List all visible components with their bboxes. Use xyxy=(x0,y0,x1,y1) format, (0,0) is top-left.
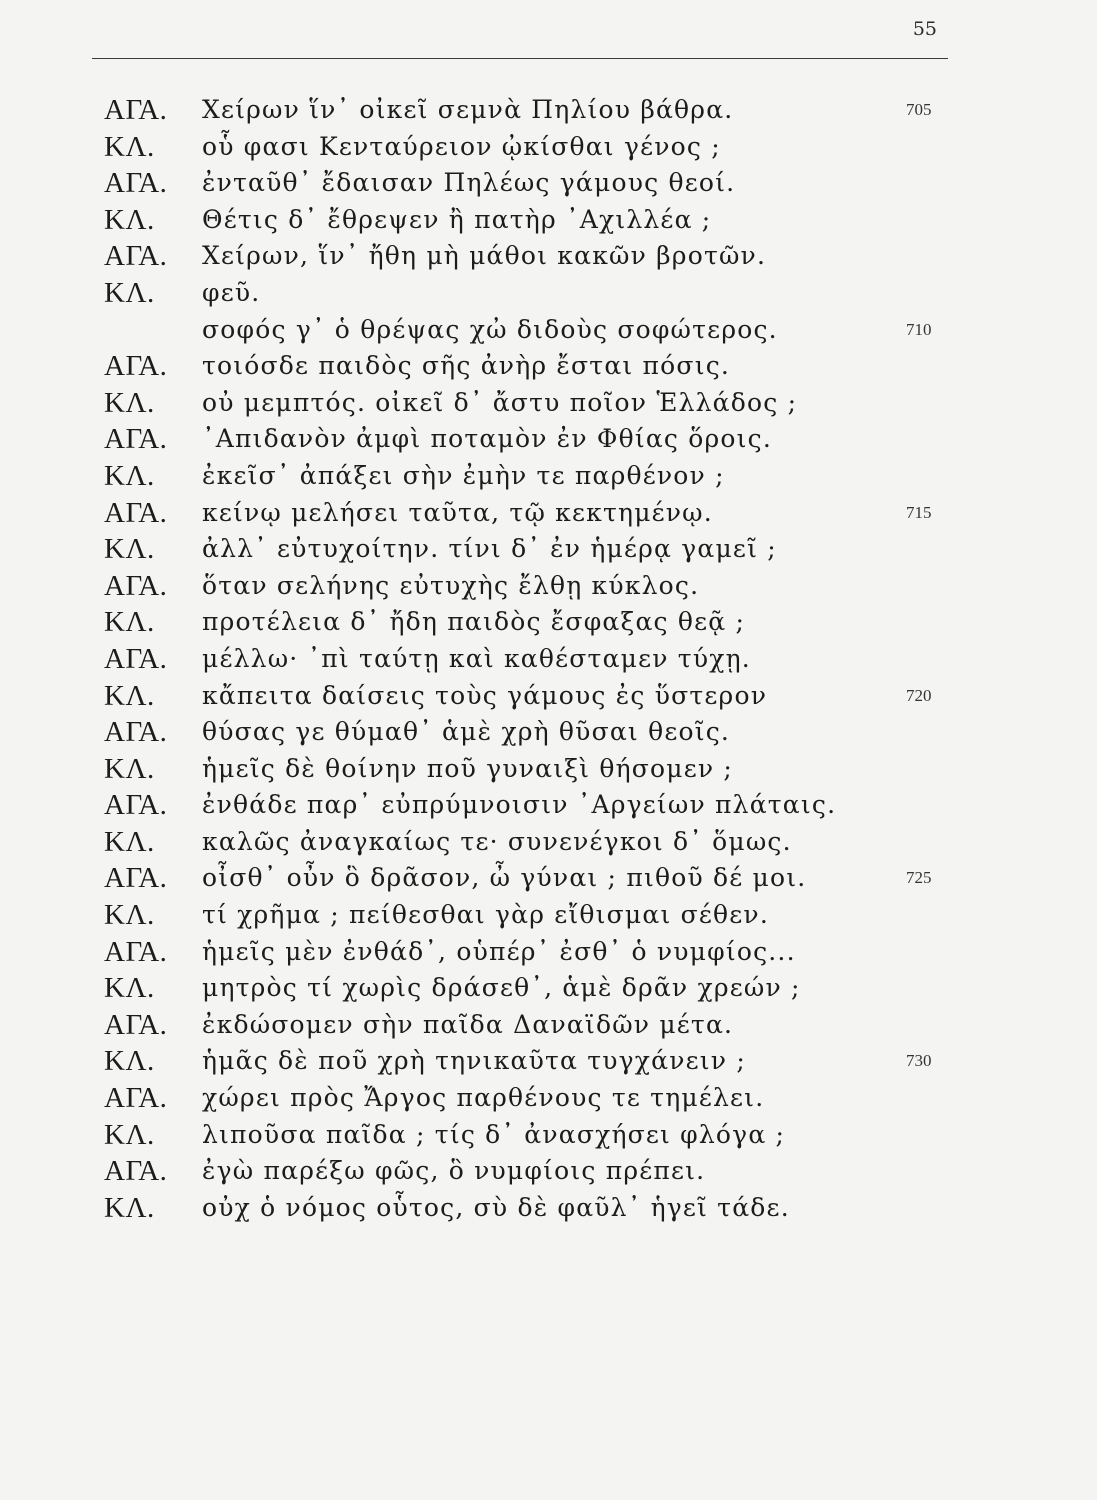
speaker-label: ΑΓΑ. xyxy=(104,1008,168,1041)
speaker-label: ΚΛ. xyxy=(104,1118,155,1151)
line-number: 710 xyxy=(906,319,932,339)
verse-line xyxy=(0,421,1097,458)
verse-line xyxy=(0,860,1097,897)
verse-text: σοφός γ᾽ ὁ θρέψας χὠ διδοὺς σοφώτερος. xyxy=(202,314,778,344)
verse-line xyxy=(0,568,1097,605)
verse-line xyxy=(0,824,1097,861)
verse-line xyxy=(0,1043,1097,1080)
speaker-label: ΚΛ. xyxy=(104,533,155,566)
speaker-label: ΑΓΑ. xyxy=(104,642,168,675)
verse-text: οὐ μεμπτός. οἰκεῖ δ᾽ ἄστυ ποῖον Ἑλλάδος ; xyxy=(202,387,798,417)
speaker-label: ΑΓΑ. xyxy=(104,1155,168,1188)
verse-line xyxy=(0,1117,1097,1154)
verse-text: λιποῦσα παῖδα ; τίς δ᾽ ἀνασχήσει φλόγα ; xyxy=(202,1119,786,1149)
verse-text: κἄπειτα δαίσεις τοὺς γάμους ἐς ὕστερον xyxy=(202,680,768,710)
verse-line xyxy=(0,787,1097,824)
speaker-label: ΚΛ. xyxy=(104,679,155,712)
verse-text: ἀλλ᾽ εὐτυχοίτην. τίνι δ᾽ ἐν ἡμέρᾳ γαμεῖ ; xyxy=(202,534,777,564)
verse-text: ἐκεῖσ᾽ ἀπάξει σὴν ἐμὴν τε παρθένον ; xyxy=(202,460,725,490)
verse-text: μέλλω· ᾽πὶ ταύτῃ καὶ καθέσταμεν τύχῃ. xyxy=(202,643,751,673)
speaker-label: ΑΓΑ. xyxy=(104,789,168,822)
verse-line xyxy=(0,678,1097,715)
verse-text: οἶσθ᾽ οὖν ὃ δρᾶσον, ὦ γύναι ; πιθοῦ δέ μοι. xyxy=(202,863,807,893)
verse-text: Χείρων ἵν᾽ οἰκεῖ σεμνὰ Πηλίου βάθρα. xyxy=(202,95,734,124)
line-number: 725 xyxy=(906,868,932,888)
speaker-label: ΑΓΑ. xyxy=(104,496,168,529)
verse-text: μητρὸς τί χωρὶς δράσεθ᾽, ἁμὲ δρᾶν χρεών ; xyxy=(202,973,801,1003)
verse-line xyxy=(0,202,1097,239)
verse-line xyxy=(0,934,1097,971)
page-number: 55 xyxy=(912,18,937,40)
speaker-label: ΑΓΑ. xyxy=(104,935,168,968)
verse-text: τοιόσδε παιδὸς σῆς ἀνὴρ ἔσται πόσις. xyxy=(202,351,731,381)
verse-line xyxy=(0,1190,1097,1227)
speaker-label: ΚΛ. xyxy=(104,1045,155,1078)
speaker-label: ΑΓΑ. xyxy=(104,240,168,273)
speaker-label: ΚΛ. xyxy=(104,899,155,932)
verse-line xyxy=(0,92,1097,129)
verse-block xyxy=(0,92,1097,1226)
speaker-label: ΚΛ. xyxy=(104,972,155,1005)
verse-line xyxy=(0,312,1097,349)
verse-text: ἐγὼ παρέξω φῶς, ὃ νυμφίοις πρέπει. xyxy=(202,1156,706,1186)
verse-text: κείνῳ μελήσει ταῦτα, τῷ κεκτημένῳ. xyxy=(202,497,713,527)
speaker-label: ΚΛ. xyxy=(104,203,155,236)
verse-text: ᾽Απιδανὸν ἀμφὶ ποταμὸν ἐν Φθίας ὅροις. xyxy=(202,424,773,454)
speaker-label: ΚΛ. xyxy=(104,386,155,419)
verse-line xyxy=(0,531,1097,568)
verse-text: θύσας γε θύμαθ᾽ ἁμὲ χρὴ θῦσαι θεοῖς. xyxy=(202,717,731,747)
verse-line xyxy=(0,129,1097,166)
verse-text: ἐνθάδε παρ᾽ εὐπρύμνοισιν ᾽Αργείων πλάταις. xyxy=(202,790,837,820)
speaker-label: ΑΓΑ. xyxy=(104,167,168,200)
verse-line xyxy=(0,1153,1097,1190)
speaker-label: ΚΛ. xyxy=(104,752,155,785)
verse-line xyxy=(0,714,1097,751)
verse-text: φεῦ. xyxy=(202,277,261,307)
verse-line xyxy=(0,1080,1097,1117)
speaker-label: ΚΛ. xyxy=(104,130,155,163)
speaker-label: ΑΓΑ. xyxy=(104,569,168,602)
verse-text: ἡμᾶς δὲ ποῦ χρὴ τηνικαῦτα τυγχάνειν ; xyxy=(202,1046,746,1076)
verse-line xyxy=(0,604,1097,641)
verse-line xyxy=(0,751,1097,788)
verse-text: χώρει πρὸς Ἄργος παρθένους τε τημέλει. xyxy=(202,1083,765,1113)
speaker-label: ΚΛ. xyxy=(104,1191,155,1224)
verse-line xyxy=(0,1007,1097,1044)
speaker-label: ΑΓΑ. xyxy=(104,716,168,749)
verse-text: ἡμεῖς δὲ θοίνην ποῦ γυναιξὶ θήσομεν ; xyxy=(202,753,734,783)
verse-text: οὐχ ὁ νόμος οὗτος, σὺ δὲ φαῦλ᾽ ἡγεῖ τάδε. xyxy=(202,1192,790,1222)
line-number: 720 xyxy=(906,685,932,705)
verse-text: ἐνταῦθ᾽ ἔδαισαν Πηλέως γάμους θεοί. xyxy=(202,168,736,198)
verse-line xyxy=(0,970,1097,1007)
speaker-label: ΑΓΑ. xyxy=(104,423,168,456)
verse-line xyxy=(0,495,1097,532)
speaker-label: ΚΛ. xyxy=(104,276,155,309)
verse-line xyxy=(0,897,1097,934)
speaker-label: ΑΓΑ. xyxy=(104,1082,168,1115)
verse-line xyxy=(0,275,1097,312)
verse-text: καλῶς ἀναγκαίως τε· συνενέγκοι δ᾽ ὅμως. xyxy=(202,826,792,856)
verse-text: Χείρων, ἵν᾽ ἤθη μὴ μάθοι κακῶν βροτῶν. xyxy=(202,241,767,271)
verse-text: τί χρῆμα ; πείθεσθαι γὰρ εἴθισμαι σέθεν. xyxy=(202,900,769,930)
verse-text: προτέλεια δ᾽ ἤδη παιδὸς ἔσφαξας θεᾷ ; xyxy=(202,607,746,637)
line-number: 705 xyxy=(906,100,932,119)
verse-line xyxy=(0,385,1097,422)
speaker-label: ΑΓΑ. xyxy=(104,94,168,126)
verse-text: ὅταν σελήνης εὐτυχὴς ἔλθῃ κύκλος. xyxy=(202,570,700,600)
line-number: 715 xyxy=(906,502,932,522)
verse-text: ἡμεῖς μὲν ἐνθάδ᾽, οὑπέρ᾽ ἐσθ᾽ ὁ νυμφίος... xyxy=(202,936,796,966)
verse-line xyxy=(0,458,1097,495)
speaker-label: ΑΓΑ. xyxy=(104,350,168,383)
speaker-label: ΑΓΑ. xyxy=(104,862,168,895)
speaker-label: ΚΛ. xyxy=(104,606,155,639)
verse-line xyxy=(0,348,1097,385)
header-rule xyxy=(92,58,948,59)
verse-line xyxy=(0,165,1097,202)
verse-text: ἐκδώσομεν σὴν παῖδα Δαναϊδῶν μέτα. xyxy=(202,1009,734,1039)
verse-text: οὗ φασι Κενταύρειον ᾠκίσθαι γένος ; xyxy=(202,131,721,161)
verse-line xyxy=(0,641,1097,678)
verse-text: Θέτις δ᾽ ἔθρεψεν ἢ πατὴρ ᾽Αχιλλέα ; xyxy=(202,204,712,234)
line-number: 730 xyxy=(906,1051,932,1071)
speaker-label: ΚΛ. xyxy=(104,825,155,858)
speaker-label: ΚΛ. xyxy=(104,459,155,492)
verse-line xyxy=(0,238,1097,275)
